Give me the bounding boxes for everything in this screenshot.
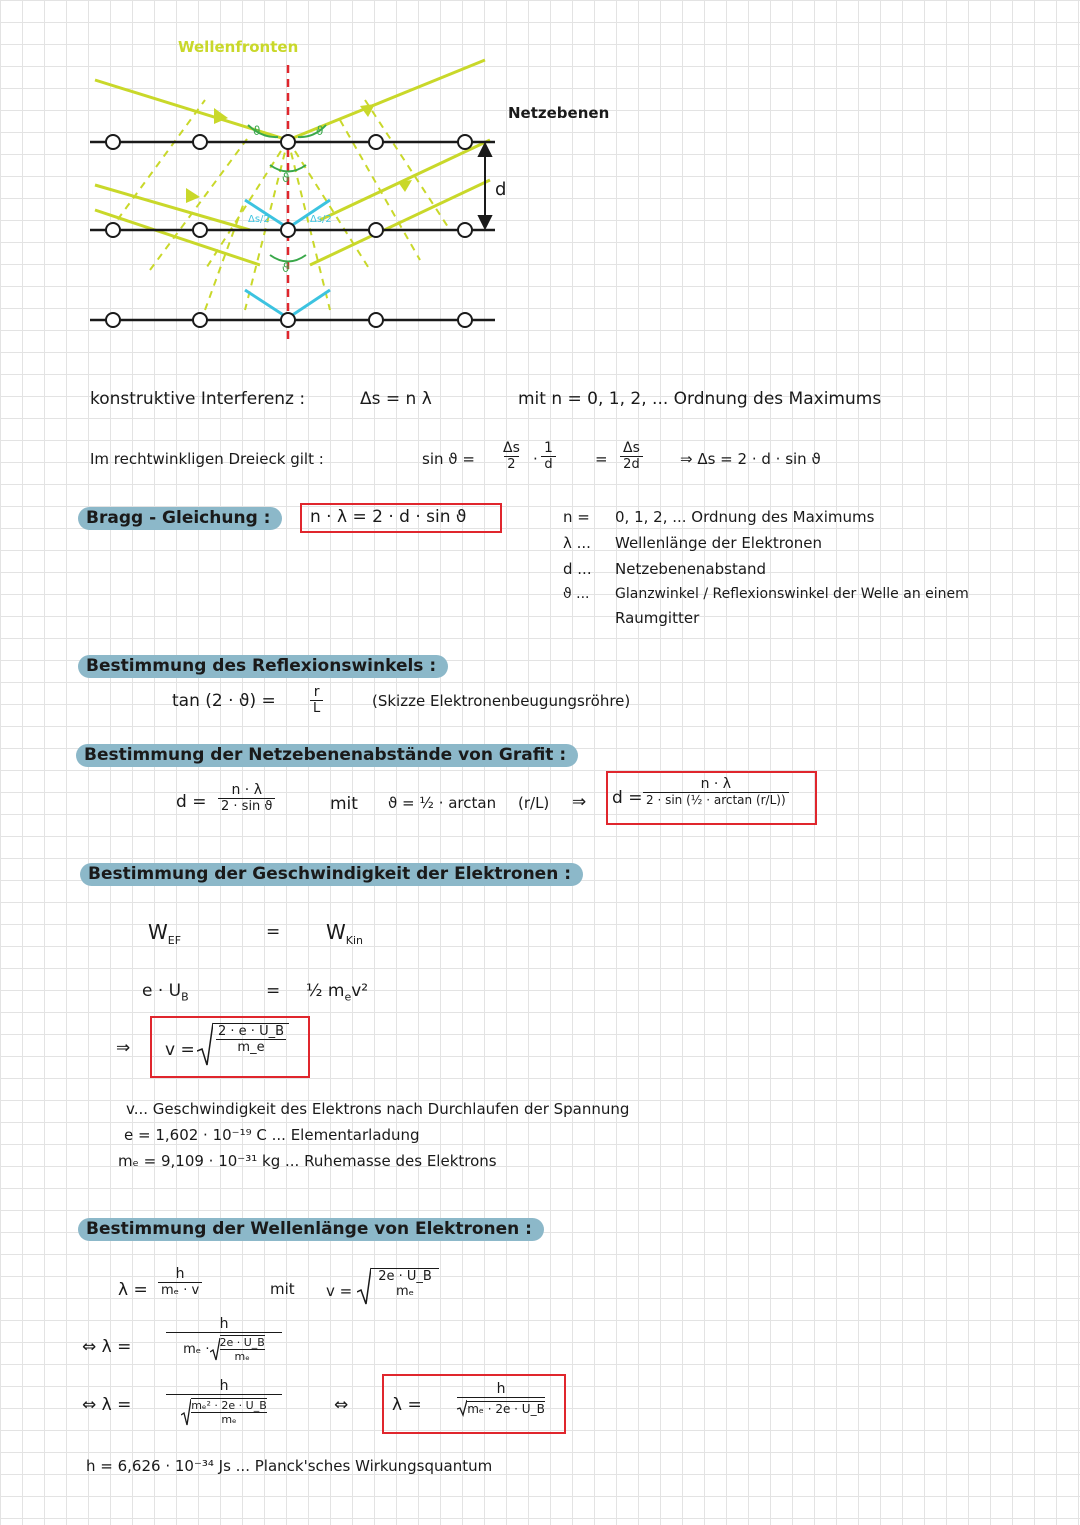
implies-arrow: ⇒ bbox=[572, 792, 587, 812]
wavelength-heading: Bestimmung der Wellenlänge von Elektronen : bbox=[78, 1218, 544, 1241]
fraction-d-final: $\frac{n \cdot \lambda}{\text{2 · sin (½ · arctan (r/L))}}$ bbox=[643, 776, 789, 807]
implies-arrow: ⇒ bbox=[116, 1038, 131, 1058]
lambda-eq: λ = bbox=[118, 1280, 148, 1300]
fraction-d: $\frac{n \cdot \lambda}{\text{2 · sin ϑ}}$ bbox=[218, 782, 275, 814]
triangle-label: Im rechtwinkligen Dreieck gilt : bbox=[90, 450, 324, 468]
fraction-1-d: $\frac{1}{d}$ bbox=[541, 440, 556, 472]
interference-note: mit n = 0, 1, 2, ... Ordnung des Maximums bbox=[518, 389, 882, 409]
d-equals: d = bbox=[176, 792, 207, 812]
lambda-eq-3: ⇔ λ = bbox=[82, 1395, 132, 1415]
theta-arctan: ϑ = ½ · arctan bbox=[388, 794, 497, 812]
legend-text: Netzebenenabstand bbox=[615, 560, 767, 578]
equals: = bbox=[595, 450, 608, 468]
bragg-formula: n · λ = 2 · d · sin ϑ bbox=[310, 507, 467, 527]
legend-sym: ϑ ... bbox=[563, 586, 590, 602]
theta-arctan-arg: (r/L) bbox=[518, 794, 550, 812]
bragg-diagram bbox=[0, 0, 620, 360]
reflex-heading: Bestimmung des Reflexionswinkels : bbox=[78, 655, 448, 678]
legend-line: mₑ = 9,109 · 10⁻³¹ kg ... Ruhemasse des Elektrons bbox=[118, 1152, 497, 1170]
mit-label: mit bbox=[330, 794, 358, 814]
legend-text: Wellenlänge der Elektronen bbox=[615, 534, 823, 552]
path-half-label: Δs/2 bbox=[310, 214, 332, 225]
box-d: d = bbox=[612, 788, 643, 808]
d-label: d bbox=[495, 179, 507, 200]
fraction-lambda-2: h mₑ · 2e · U_B mₑ bbox=[166, 1316, 282, 1363]
sqrt-icon bbox=[210, 1336, 220, 1362]
legend-sym: d ... bbox=[563, 560, 592, 578]
equals: = bbox=[266, 981, 281, 1001]
sqrt-icon bbox=[197, 1021, 213, 1067]
legend-sym: λ ... bbox=[563, 534, 591, 552]
theta-label: ϑ bbox=[316, 124, 324, 138]
planck-constant: h = 6,626 · 10⁻³⁴ Js ... Planck'sches Wirkungsquantum bbox=[86, 1457, 493, 1475]
theta-label: ϑ bbox=[282, 171, 290, 185]
interference-formula: Δs = n λ bbox=[360, 389, 432, 409]
bragg-legend bbox=[563, 508, 969, 627]
legend-row bbox=[563, 560, 969, 578]
legend-row bbox=[563, 534, 969, 552]
legend-cont: Raumgitter bbox=[615, 608, 700, 627]
path-half-label: Δs/2 bbox=[248, 214, 270, 225]
equivalence-arrow: ⇔ bbox=[334, 1395, 349, 1415]
final-lambda: λ = bbox=[392, 1395, 422, 1415]
fraction-ds-2d: $\frac{\Delta s}{2d}$ bbox=[620, 440, 643, 472]
e-u: $e \cdot U_B$ bbox=[142, 981, 189, 1004]
w-kin: $W_{Kin}$ bbox=[326, 920, 364, 947]
legend-text: 0, 1, 2, ... Ordnung des Maximums bbox=[615, 508, 875, 526]
fraction-final: $\frac{h}{\text{mₑ · 2e · U\_B}}$ bbox=[448, 1381, 554, 1417]
legend-line: e = 1,602 · 10⁻¹⁹ C ... Elementarladung bbox=[124, 1126, 420, 1144]
sqrt-icon bbox=[357, 1266, 371, 1306]
velocity-sqrt: $\frac{2 \cdot e \cdot U\_B}{m\_e}$ bbox=[197, 1021, 289, 1067]
v-equals: v = bbox=[165, 1040, 195, 1060]
v-sqrt: 2e · U_B mₑ bbox=[357, 1266, 439, 1306]
kinetic-energy: ½ $m_ev^2$ bbox=[306, 981, 369, 1004]
legend-sym: n = bbox=[563, 508, 590, 526]
fraction-lambda-3: h mₑ² · 2e · U_B mₑ bbox=[166, 1378, 282, 1427]
fraction-ds-2: $\frac{\Delta s}{2}$ bbox=[503, 440, 520, 472]
sin-theta: sin ϑ = bbox=[422, 450, 475, 468]
legend-line: v... Geschwindigkeit des Elektrons nach Durchlaufen der Spannung bbox=[126, 1100, 630, 1118]
triangle-result: ⇒ Δs = 2 · d · sin ϑ bbox=[680, 450, 821, 468]
theta-label: ϑ bbox=[253, 124, 261, 138]
fraction-h-mv: $\frac{h}{\text{mₑ · v}}$ bbox=[158, 1266, 202, 1298]
mit-label: mit bbox=[270, 1280, 295, 1298]
legend-text: Glanzwinkel / Reflexionswinkel der Welle an einem bbox=[615, 586, 969, 602]
v-eq: v = bbox=[326, 1282, 353, 1300]
equals: = bbox=[266, 922, 281, 942]
planes-label: Netzebenen bbox=[508, 104, 610, 122]
theta-label: ϑ bbox=[282, 261, 290, 275]
w-ef: $W_{EF}$ bbox=[148, 920, 182, 947]
bragg-heading: Bragg - Gleichung : bbox=[78, 507, 282, 530]
velocity-heading: Bestimmung der Geschwindigkeit der Elektronen : bbox=[80, 863, 583, 886]
legend-row bbox=[563, 508, 969, 526]
reflex-formula: tan (2 · ϑ) = bbox=[172, 691, 276, 711]
lambda-eq-2: ⇔ λ = bbox=[82, 1337, 132, 1357]
sqrt-icon bbox=[181, 1397, 191, 1427]
graphite-heading: Bestimmung der Netzebenenabstände von Grafit : bbox=[76, 744, 578, 767]
reflex-note: (Skizze Elektronenbeugungsröhre) bbox=[372, 692, 631, 710]
interference-label: konstruktive Interferenz : bbox=[90, 389, 306, 409]
velocity-legend bbox=[118, 1100, 630, 1170]
wavefront-label: Wellenfronten bbox=[178, 38, 299, 56]
fraction-r-l: $\frac{r}{L}$ bbox=[310, 684, 323, 716]
dot: · bbox=[533, 450, 538, 468]
legend-row bbox=[563, 586, 969, 603]
sqrt-icon bbox=[457, 1399, 467, 1417]
